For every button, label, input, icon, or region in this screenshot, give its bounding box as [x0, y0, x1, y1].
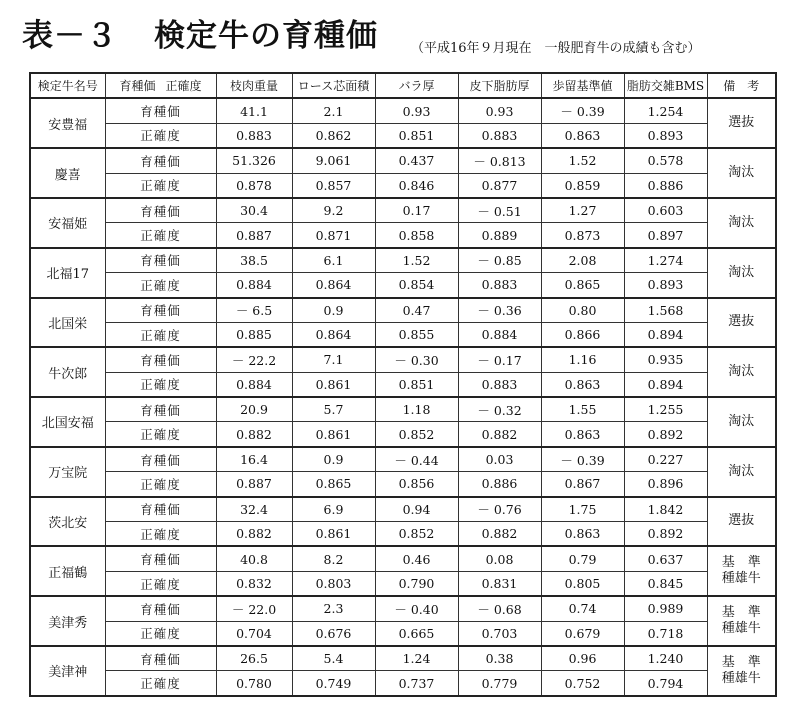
cell-accuracy-loin-eye-area: 0.861 — [292, 372, 375, 397]
remark-cell: 選抜 — [707, 98, 776, 148]
cell-breeding-carcass-weight: 41.1 — [216, 98, 292, 123]
bull-name: 茨北安 — [30, 497, 105, 547]
cell-breeding-rib-thickness: 0.94 — [375, 497, 458, 522]
cell-breeding-loin-eye-area: 2.3 — [292, 596, 375, 621]
cell-accuracy-yield-estimate: 0.859 — [541, 173, 624, 198]
cell-breeding-rib-thickness: 0.17 — [375, 198, 458, 223]
remark-cell: 基 準 種雄牛 — [707, 546, 776, 596]
table-row-breeding — [30, 98, 776, 123]
cell-breeding-carcass-weight: 51.326 — [216, 148, 292, 173]
bull-name: 安豊福 — [30, 98, 105, 148]
cell-breeding-rib-thickness: 1.18 — [375, 397, 458, 422]
cell-breeding-subcutaneous-fat: － 0.85 — [458, 248, 541, 273]
page-header — [0, 0, 800, 62]
row-label-breeding: 育種価 — [105, 646, 216, 671]
cell-accuracy-carcass-weight: 0.882 — [216, 422, 292, 447]
cell-accuracy-yield-estimate: 0.873 — [541, 223, 624, 248]
cell-accuracy-rib-thickness: 0.665 — [375, 621, 458, 646]
cell-accuracy-marbling-bms: 0.892 — [624, 422, 707, 447]
cell-accuracy-subcutaneous-fat: 0.882 — [458, 422, 541, 447]
table-row-breeding — [30, 447, 776, 472]
remark-cell: 淘汰 — [707, 397, 776, 447]
row-label-breeding: 育種価 — [105, 546, 216, 571]
remark-cell: 淘汰 — [707, 248, 776, 298]
cell-breeding-loin-eye-area: 7.1 — [292, 347, 375, 372]
table-row-accuracy — [30, 123, 776, 148]
cell-breeding-yield-estimate: － 0.39 — [541, 98, 624, 123]
cell-accuracy-marbling-bms: 0.897 — [624, 223, 707, 248]
cell-accuracy-yield-estimate: 0.863 — [541, 422, 624, 447]
cell-breeding-loin-eye-area: 0.9 — [292, 447, 375, 472]
cell-accuracy-loin-eye-area: 0.676 — [292, 621, 375, 646]
title-main: 検定牛の育種価 — [154, 18, 378, 54]
row-label-breeding: 育種価 — [105, 347, 216, 372]
bull-name: 万宝院 — [30, 447, 105, 497]
cell-accuracy-rib-thickness: 0.858 — [375, 223, 458, 248]
header-kind-breeding: 育種価 — [119, 79, 156, 94]
cell-accuracy-rib-thickness: 0.856 — [375, 472, 458, 497]
cell-accuracy-loin-eye-area: 0.864 — [292, 273, 375, 298]
cell-accuracy-loin-eye-area: 0.749 — [292, 671, 375, 696]
header-bull-name: 検定牛名号 — [30, 73, 105, 98]
cell-breeding-subcutaneous-fat: － 0.76 — [458, 497, 541, 522]
cell-breeding-subcutaneous-fat: － 0.68 — [458, 596, 541, 621]
cell-breeding-marbling-bms: 0.578 — [624, 148, 707, 173]
cell-accuracy-loin-eye-area: 0.861 — [292, 522, 375, 547]
cell-accuracy-loin-eye-area: 0.803 — [292, 571, 375, 596]
header-remark: 備 考 — [707, 73, 776, 98]
table-row-accuracy — [30, 671, 776, 696]
table-row-accuracy — [30, 522, 776, 547]
title-prefix: 表－３ — [22, 18, 118, 54]
row-label-breeding: 育種価 — [105, 248, 216, 273]
row-label-accuracy: 正確度 — [105, 123, 216, 148]
cell-accuracy-rib-thickness: 0.846 — [375, 173, 458, 198]
cell-accuracy-marbling-bms: 0.894 — [624, 372, 707, 397]
cell-breeding-yield-estimate: 0.96 — [541, 646, 624, 671]
cell-accuracy-subcutaneous-fat: 0.877 — [458, 173, 541, 198]
row-label-accuracy: 正確度 — [105, 621, 216, 646]
cell-accuracy-yield-estimate: 0.865 — [541, 273, 624, 298]
table-body — [30, 98, 776, 695]
row-label-accuracy: 正確度 — [105, 273, 216, 298]
cell-accuracy-loin-eye-area: 0.865 — [292, 472, 375, 497]
header-marbling-bms: 脂肪交雑BMS — [624, 73, 707, 98]
cell-accuracy-subcutaneous-fat: 0.703 — [458, 621, 541, 646]
remark-cell: 淘汰 — [707, 347, 776, 397]
cell-accuracy-carcass-weight: 0.704 — [216, 621, 292, 646]
cell-breeding-marbling-bms: 1.842 — [624, 497, 707, 522]
cell-accuracy-marbling-bms: 0.718 — [624, 621, 707, 646]
cell-accuracy-carcass-weight: 0.884 — [216, 372, 292, 397]
row-label-accuracy: 正確度 — [105, 671, 216, 696]
cell-breeding-marbling-bms: 1.240 — [624, 646, 707, 671]
cell-breeding-yield-estimate: 1.16 — [541, 347, 624, 372]
cell-breeding-carcass-weight: 30.4 — [216, 198, 292, 223]
cell-accuracy-rib-thickness: 0.852 — [375, 422, 458, 447]
row-label-accuracy: 正確度 — [105, 472, 216, 497]
row-label-breeding: 育種価 — [105, 447, 216, 472]
bull-name: 北国安福 — [30, 397, 105, 447]
cell-accuracy-marbling-bms: 0.845 — [624, 571, 707, 596]
bull-name: 美津秀 — [30, 596, 105, 646]
table-row-breeding — [30, 198, 776, 223]
cell-breeding-marbling-bms: 0.935 — [624, 347, 707, 372]
cell-breeding-carcass-weight: 40.8 — [216, 546, 292, 571]
cell-breeding-marbling-bms: 0.603 — [624, 198, 707, 223]
cell-accuracy-carcass-weight: 0.878 — [216, 173, 292, 198]
header-kind-accuracy: 正確度 — [165, 79, 202, 94]
cell-breeding-rib-thickness: － 0.30 — [375, 347, 458, 372]
cell-accuracy-loin-eye-area: 0.871 — [292, 223, 375, 248]
cell-breeding-loin-eye-area: 6.9 — [292, 497, 375, 522]
header-carcass-weight: 枝肉重量 — [216, 73, 292, 98]
cell-breeding-yield-estimate: 1.75 — [541, 497, 624, 522]
row-label-breeding: 育種価 — [105, 198, 216, 223]
table-row-accuracy — [30, 372, 776, 397]
cell-accuracy-subcutaneous-fat: 0.886 — [458, 472, 541, 497]
cell-breeding-loin-eye-area: 5.4 — [292, 646, 375, 671]
cell-breeding-rib-thickness: 0.93 — [375, 98, 458, 123]
cell-breeding-rib-thickness: 1.24 — [375, 646, 458, 671]
row-label-accuracy: 正確度 — [105, 173, 216, 198]
header-yield-estimate: 歩留基準値 — [541, 73, 624, 98]
cell-breeding-loin-eye-area: 2.1 — [292, 98, 375, 123]
row-label-accuracy: 正確度 — [105, 522, 216, 547]
cell-accuracy-loin-eye-area: 0.864 — [292, 322, 375, 347]
table-row-breeding — [30, 546, 776, 571]
cell-accuracy-marbling-bms: 0.886 — [624, 173, 707, 198]
cell-breeding-subcutaneous-fat: 0.08 — [458, 546, 541, 571]
cell-breeding-loin-eye-area: 5.7 — [292, 397, 375, 422]
cell-accuracy-subcutaneous-fat: 0.831 — [458, 571, 541, 596]
remark-cell: 淘汰 — [707, 148, 776, 198]
table-row-accuracy — [30, 472, 776, 497]
row-label-accuracy: 正確度 — [105, 571, 216, 596]
table-row-breeding — [30, 397, 776, 422]
table-row-breeding — [30, 347, 776, 372]
cell-accuracy-loin-eye-area: 0.862 — [292, 123, 375, 148]
cell-breeding-carcass-weight: － 6.5 — [216, 298, 292, 323]
remark-cell: 基 準 種雄牛 — [707, 596, 776, 646]
table-row-accuracy — [30, 422, 776, 447]
remark-cell: 選抜 — [707, 298, 776, 348]
cell-accuracy-subcutaneous-fat: 0.882 — [458, 522, 541, 547]
remark-cell: 基 準 種雄牛 — [707, 646, 776, 696]
cell-breeding-subcutaneous-fat: － 0.17 — [458, 347, 541, 372]
cell-breeding-yield-estimate: 0.79 — [541, 546, 624, 571]
cell-breeding-marbling-bms: 0.227 — [624, 447, 707, 472]
bull-name: 北福17 — [30, 248, 105, 298]
cell-accuracy-carcass-weight: 0.882 — [216, 522, 292, 547]
cell-breeding-subcutaneous-fat: － 0.51 — [458, 198, 541, 223]
cell-accuracy-yield-estimate: 0.867 — [541, 472, 624, 497]
cell-accuracy-yield-estimate: 0.863 — [541, 123, 624, 148]
cell-accuracy-loin-eye-area: 0.861 — [292, 422, 375, 447]
cell-breeding-subcutaneous-fat: － 0.813 — [458, 148, 541, 173]
cell-accuracy-subcutaneous-fat: 0.884 — [458, 322, 541, 347]
cell-accuracy-yield-estimate: 0.805 — [541, 571, 624, 596]
table-row-breeding — [30, 248, 776, 273]
page-title — [22, 10, 378, 55]
cell-breeding-rib-thickness: 0.47 — [375, 298, 458, 323]
cell-breeding-rib-thickness: － 0.40 — [375, 596, 458, 621]
breeding-value-table — [29, 72, 777, 697]
cell-accuracy-rib-thickness: 0.852 — [375, 522, 458, 547]
table-row-accuracy — [30, 322, 776, 347]
row-label-accuracy: 正確度 — [105, 422, 216, 447]
cell-breeding-marbling-bms: 0.637 — [624, 546, 707, 571]
cell-accuracy-marbling-bms: 0.892 — [624, 522, 707, 547]
cell-accuracy-yield-estimate: 0.752 — [541, 671, 624, 696]
cell-breeding-loin-eye-area: 9.2 — [292, 198, 375, 223]
table-row-accuracy — [30, 173, 776, 198]
cell-accuracy-subcutaneous-fat: 0.883 — [458, 372, 541, 397]
row-label-breeding: 育種価 — [105, 497, 216, 522]
bull-name: 北国栄 — [30, 298, 105, 348]
cell-breeding-subcutaneous-fat: － 0.32 — [458, 397, 541, 422]
cell-breeding-carcass-weight: － 22.0 — [216, 596, 292, 621]
table-row-breeding — [30, 497, 776, 522]
cell-accuracy-carcass-weight: 0.887 — [216, 223, 292, 248]
cell-breeding-carcass-weight: 38.5 — [216, 248, 292, 273]
header-row — [30, 73, 776, 98]
cell-accuracy-yield-estimate: 0.863 — [541, 522, 624, 547]
header-loin-eye-area: ロース芯面積 — [292, 73, 375, 98]
cell-accuracy-carcass-weight: 0.884 — [216, 273, 292, 298]
cell-breeding-yield-estimate: 0.80 — [541, 298, 624, 323]
cell-accuracy-rib-thickness: 0.790 — [375, 571, 458, 596]
cell-accuracy-loin-eye-area: 0.857 — [292, 173, 375, 198]
cell-breeding-subcutaneous-fat: 0.03 — [458, 447, 541, 472]
cell-breeding-yield-estimate: 2.08 — [541, 248, 624, 273]
cell-breeding-carcass-weight: 20.9 — [216, 397, 292, 422]
row-label-accuracy: 正確度 — [105, 223, 216, 248]
cell-breeding-subcutaneous-fat: 0.38 — [458, 646, 541, 671]
cell-breeding-carcass-weight: 16.4 — [216, 447, 292, 472]
table-row-accuracy — [30, 621, 776, 646]
cell-breeding-rib-thickness: 0.46 — [375, 546, 458, 571]
cell-accuracy-carcass-weight: 0.887 — [216, 472, 292, 497]
cell-breeding-carcass-weight: 32.4 — [216, 497, 292, 522]
header-subcutaneous-fat: 皮下脂肪厚 — [458, 73, 541, 98]
remark-cell: 淘汰 — [707, 447, 776, 497]
table-row-accuracy — [30, 223, 776, 248]
cell-breeding-rib-thickness: 0.437 — [375, 148, 458, 173]
cell-breeding-loin-eye-area: 6.1 — [292, 248, 375, 273]
cell-breeding-yield-estimate: 1.55 — [541, 397, 624, 422]
cell-accuracy-subcutaneous-fat: 0.889 — [458, 223, 541, 248]
table-row-accuracy — [30, 273, 776, 298]
table-row-breeding — [30, 148, 776, 173]
remark-cell: 淘汰 — [707, 198, 776, 248]
cell-accuracy-marbling-bms: 0.896 — [624, 472, 707, 497]
cell-breeding-loin-eye-area: 8.2 — [292, 546, 375, 571]
header-kind — [105, 73, 216, 98]
cell-accuracy-subcutaneous-fat: 0.883 — [458, 273, 541, 298]
row-label-breeding: 育種価 — [105, 298, 216, 323]
cell-breeding-yield-estimate: 1.52 — [541, 148, 624, 173]
cell-breeding-rib-thickness: 1.52 — [375, 248, 458, 273]
cell-breeding-yield-estimate: － 0.39 — [541, 447, 624, 472]
table-row-breeding — [30, 646, 776, 671]
cell-accuracy-subcutaneous-fat: 0.883 — [458, 123, 541, 148]
header-rib-thickness: バラ厚 — [375, 73, 458, 98]
cell-breeding-marbling-bms: 0.989 — [624, 596, 707, 621]
cell-accuracy-carcass-weight: 0.885 — [216, 322, 292, 347]
cell-breeding-carcass-weight: 26.5 — [216, 646, 292, 671]
row-label-accuracy: 正確度 — [105, 372, 216, 397]
cell-breeding-rib-thickness: － 0.44 — [375, 447, 458, 472]
row-label-accuracy: 正確度 — [105, 322, 216, 347]
cell-breeding-yield-estimate: 0.74 — [541, 596, 624, 621]
row-label-breeding: 育種価 — [105, 148, 216, 173]
table-row-breeding — [30, 596, 776, 621]
cell-breeding-carcass-weight: － 22.2 — [216, 347, 292, 372]
cell-accuracy-yield-estimate: 0.866 — [541, 322, 624, 347]
cell-accuracy-rib-thickness: 0.851 — [375, 123, 458, 148]
row-label-breeding: 育種価 — [105, 98, 216, 123]
row-label-breeding: 育種価 — [105, 596, 216, 621]
cell-breeding-marbling-bms: 1.254 — [624, 98, 707, 123]
cell-accuracy-rib-thickness: 0.737 — [375, 671, 458, 696]
cell-accuracy-yield-estimate: 0.863 — [541, 372, 624, 397]
cell-accuracy-marbling-bms: 0.893 — [624, 273, 707, 298]
cell-accuracy-carcass-weight: 0.883 — [216, 123, 292, 148]
cell-accuracy-rib-thickness: 0.851 — [375, 372, 458, 397]
cell-accuracy-marbling-bms: 0.894 — [624, 322, 707, 347]
cell-breeding-marbling-bms: 1.568 — [624, 298, 707, 323]
remark-cell: 選抜 — [707, 497, 776, 547]
page-subtitle: （平成16年９月現在 一般肥育牛の成績も含む） — [411, 41, 701, 56]
cell-accuracy-yield-estimate: 0.679 — [541, 621, 624, 646]
bull-name: 慶喜 — [30, 148, 105, 198]
bull-name: 安福姫 — [30, 198, 105, 248]
cell-accuracy-marbling-bms: 0.794 — [624, 671, 707, 696]
cell-breeding-loin-eye-area: 9.061 — [292, 148, 375, 173]
cell-breeding-subcutaneous-fat: 0.93 — [458, 98, 541, 123]
cell-accuracy-rib-thickness: 0.854 — [375, 273, 458, 298]
table-row-breeding — [30, 298, 776, 323]
cell-breeding-marbling-bms: 1.255 — [624, 397, 707, 422]
bull-name: 美津神 — [30, 646, 105, 696]
bull-name: 正福鶴 — [30, 546, 105, 596]
table-row-accuracy — [30, 571, 776, 596]
cell-accuracy-subcutaneous-fat: 0.779 — [458, 671, 541, 696]
bull-name: 牛次郎 — [30, 347, 105, 397]
cell-accuracy-marbling-bms: 0.893 — [624, 123, 707, 148]
cell-breeding-subcutaneous-fat: － 0.36 — [458, 298, 541, 323]
cell-breeding-loin-eye-area: 0.9 — [292, 298, 375, 323]
cell-breeding-marbling-bms: 1.274 — [624, 248, 707, 273]
cell-breeding-yield-estimate: 1.27 — [541, 198, 624, 223]
cell-accuracy-carcass-weight: 0.780 — [216, 671, 292, 696]
row-label-breeding: 育種価 — [105, 397, 216, 422]
cell-accuracy-carcass-weight: 0.832 — [216, 571, 292, 596]
cell-accuracy-rib-thickness: 0.855 — [375, 322, 458, 347]
